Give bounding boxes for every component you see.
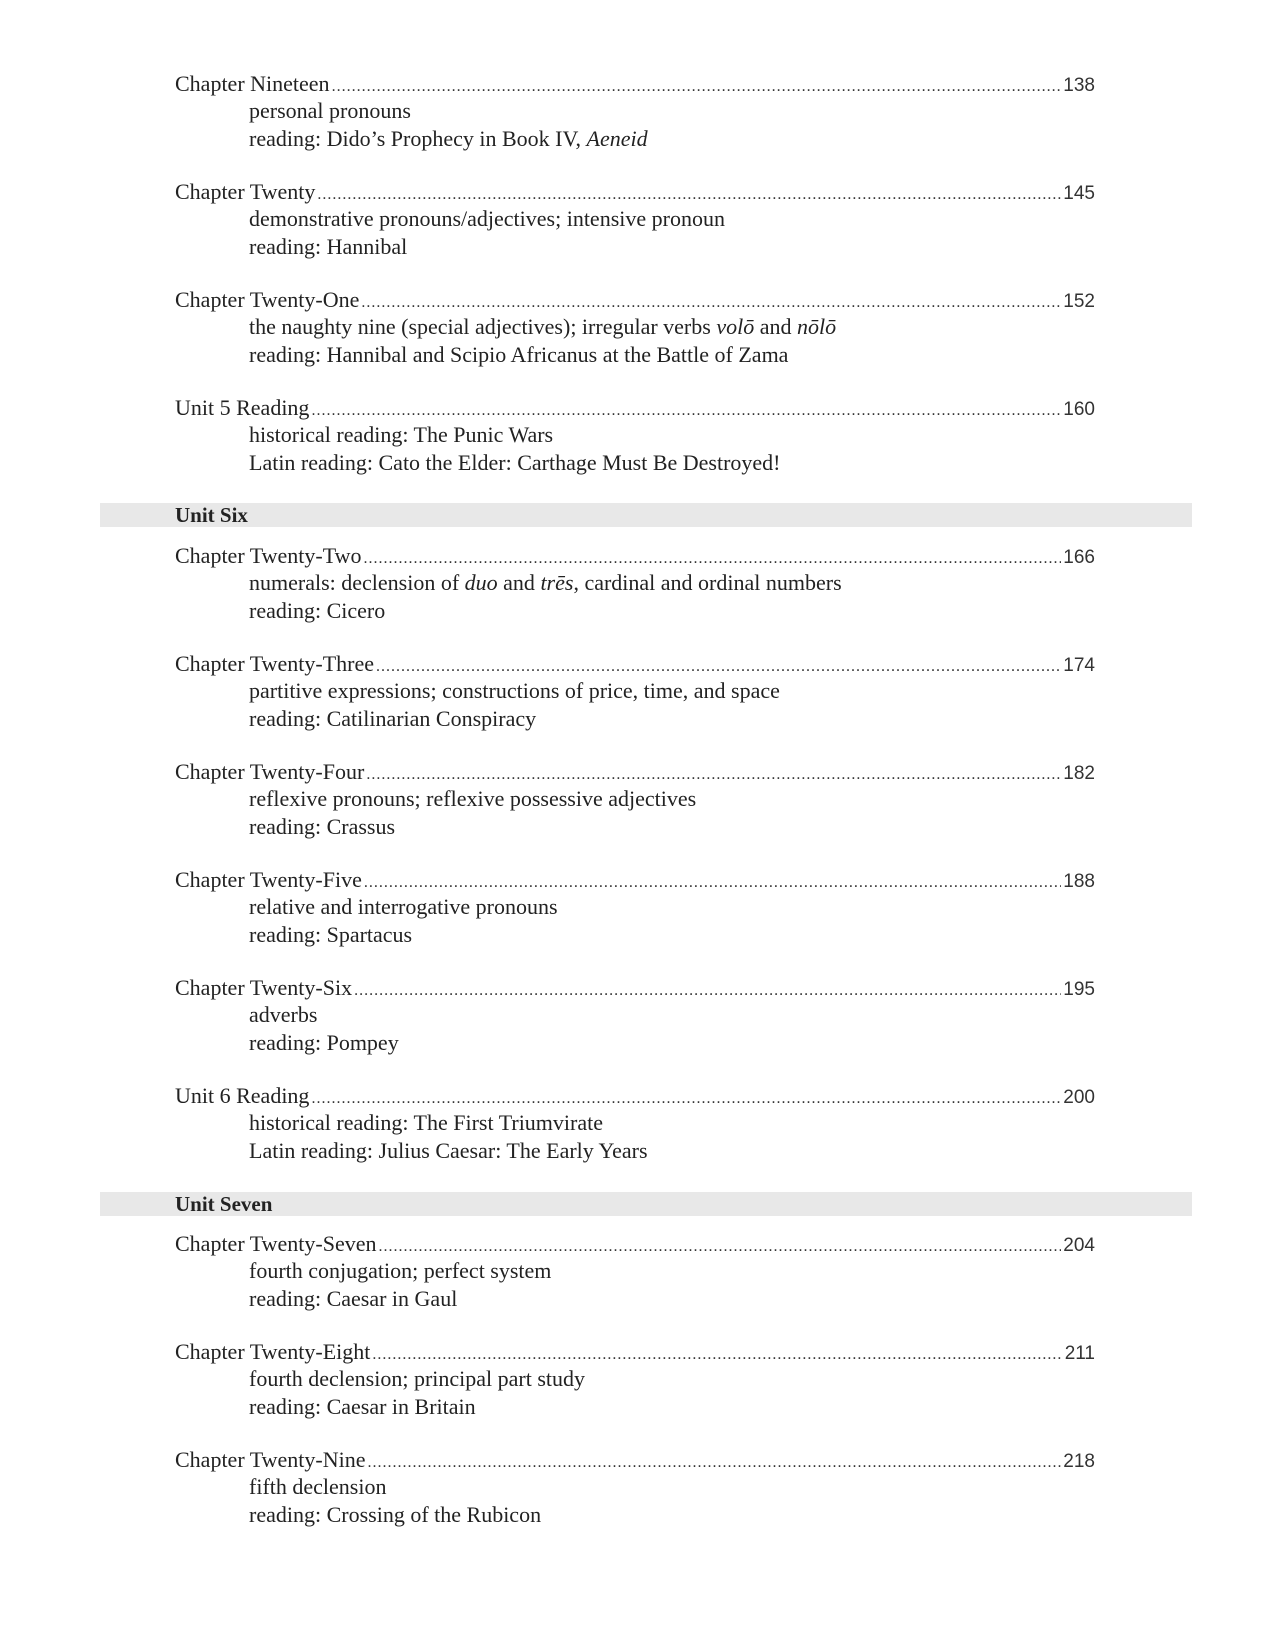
page-number: 188 [1063, 871, 1095, 892]
reading-line: reading: Dido’s Prophecy in Book IV, Aeneid [249, 125, 648, 151]
topic-line: demonstrative pronouns/adjectives; intensive pronoun [249, 206, 725, 231]
reading-line: Latin reading: Julius Caesar: The Early Years [249, 1137, 648, 1163]
dot-leader [368, 1449, 1062, 1476]
unit-heading [100, 1192, 1192, 1216]
chapter-title: Chapter Twenty-Four [175, 759, 365, 784]
topic-line: fifth declension [249, 1474, 387, 1499]
dot-leader [364, 545, 1062, 572]
toc-entry-heading[interactable] [175, 542, 1095, 569]
toc-entry-heading[interactable] [175, 286, 1095, 313]
dot-leader [379, 1233, 1062, 1260]
toc-entry-heading[interactable] [175, 758, 1095, 785]
toc-entry-heading[interactable] [175, 1446, 1095, 1473]
toc-entry-heading[interactable] [175, 394, 1095, 421]
reading-line: reading: Hannibal [249, 233, 408, 259]
topic-line: fourth conjugation; perfect system [249, 1258, 552, 1283]
toc-entry-heading[interactable] [175, 1338, 1095, 1365]
page-number: 138 [1063, 75, 1095, 96]
page-number: 218 [1063, 1451, 1095, 1472]
toc-entry [175, 1338, 1095, 1420]
toc-entry [175, 866, 1095, 948]
toc-entry-heading[interactable] [175, 650, 1095, 677]
chapter-title: Chapter Twenty-Five [175, 867, 362, 892]
topic-line: reflexive pronouns; reflexive possessive adjectives [249, 786, 697, 811]
toc-entry [175, 1446, 1095, 1528]
page-number: 145 [1063, 183, 1095, 204]
topic-line: partitive expressions; constructions of price, time, and space [249, 678, 780, 703]
dot-leader [364, 869, 1061, 896]
topic-line: adverbs [249, 1002, 318, 1027]
dot-leader [361, 289, 1061, 316]
page-number: 152 [1063, 291, 1095, 312]
reading-line: reading: Pompey [249, 1029, 399, 1055]
italic-term: duo [464, 570, 498, 595]
toc-entry [175, 178, 1095, 260]
toc-entry [175, 758, 1095, 840]
reading-line: reading: Crossing of the Rubicon [249, 1501, 542, 1527]
dot-leader [311, 1085, 1061, 1112]
dot-leader [366, 761, 1061, 788]
chapter-title: Chapter Twenty-Eight [175, 1339, 371, 1364]
topic-line: the naughty nine (special adjectives); irregular verbs volō and nōlō [249, 314, 837, 339]
chapter-title: Chapter Twenty-Two [175, 543, 362, 568]
toc-entry [175, 1082, 1095, 1164]
topic-line: historical reading: The First Triumvirate [249, 1110, 603, 1135]
toc-entry [175, 974, 1095, 1056]
page-number: 160 [1063, 399, 1095, 420]
dot-leader [332, 73, 1062, 100]
toc-entry-heading[interactable] [175, 178, 1095, 205]
dot-leader [317, 181, 1061, 208]
dot-leader [354, 977, 1061, 1004]
chapter-title: Chapter Twenty-Nine [175, 1447, 366, 1472]
toc-entry-heading[interactable] [175, 974, 1095, 1001]
reading-line: reading: Crassus [249, 813, 396, 839]
topic-line: relative and interrogative pronouns [249, 894, 558, 919]
italic-term: volō [716, 314, 755, 339]
chapter-title: Chapter Twenty-Seven [175, 1231, 377, 1256]
toc-entry [175, 70, 1095, 152]
page-number: 204 [1063, 1235, 1095, 1256]
italic-term: nōlō [796, 314, 837, 339]
toc-entry [175, 650, 1095, 732]
chapter-title: Chapter Twenty-One [175, 287, 360, 312]
toc-entry-heading[interactable] [175, 866, 1095, 893]
italic-term: trēs [540, 570, 574, 595]
unit-title: Unit Seven [175, 1192, 273, 1216]
topic-line: fourth declension; principal part study [249, 1366, 586, 1391]
page-number: 200 [1063, 1087, 1095, 1108]
topic-line: personal pronouns [249, 98, 411, 123]
toc-entry-heading[interactable] [175, 1082, 1095, 1109]
reading-line: reading: Hannibal and Scipio Africanus at the Battle of Zama [249, 341, 789, 367]
chapter-title: Unit 6 Reading [175, 1083, 310, 1108]
dot-leader [372, 1341, 1062, 1368]
reading-line: Latin reading: Cato the Elder: Carthage Must Be Destroyed! [249, 449, 781, 475]
toc-entry-heading[interactable] [175, 1230, 1095, 1257]
reading-line: reading: Catilinarian Conspiracy [249, 705, 537, 731]
page-number: 182 [1063, 763, 1095, 784]
page-number: 195 [1063, 979, 1095, 1000]
chapter-title: Chapter Twenty-Three [175, 651, 375, 676]
chapter-title: Chapter Twenty-Six [175, 975, 353, 1000]
chapter-title: Chapter Twenty [175, 179, 316, 204]
unit-title: Unit Six [175, 503, 248, 527]
reading-line: reading: Caesar in Britain [249, 1393, 476, 1419]
chapter-title: Chapter Nineteen [175, 71, 330, 96]
page-number: 174 [1063, 655, 1095, 676]
toc-entry [175, 286, 1095, 368]
toc-entry [175, 542, 1095, 624]
toc-entry-heading[interactable] [175, 70, 1095, 97]
dot-leader [311, 397, 1061, 424]
toc-entry [175, 394, 1095, 476]
reading-line: reading: Spartacus [249, 921, 413, 947]
reading-line: reading: Cicero [249, 597, 386, 623]
italic-title: Aeneid [586, 125, 648, 151]
topic-line: numerals: declension of duo and trēs, cardinal and ordinal numbers [249, 570, 842, 595]
page-number: 211 [1064, 1343, 1095, 1364]
reading-line: reading: Caesar in Gaul [249, 1285, 458, 1311]
chapter-title: Unit 5 Reading [175, 395, 310, 420]
unit-heading [100, 503, 1192, 527]
toc-entry [175, 1230, 1095, 1312]
dot-leader [376, 653, 1061, 680]
topic-line: historical reading: The Punic Wars [249, 422, 554, 447]
page-number: 166 [1063, 547, 1095, 568]
